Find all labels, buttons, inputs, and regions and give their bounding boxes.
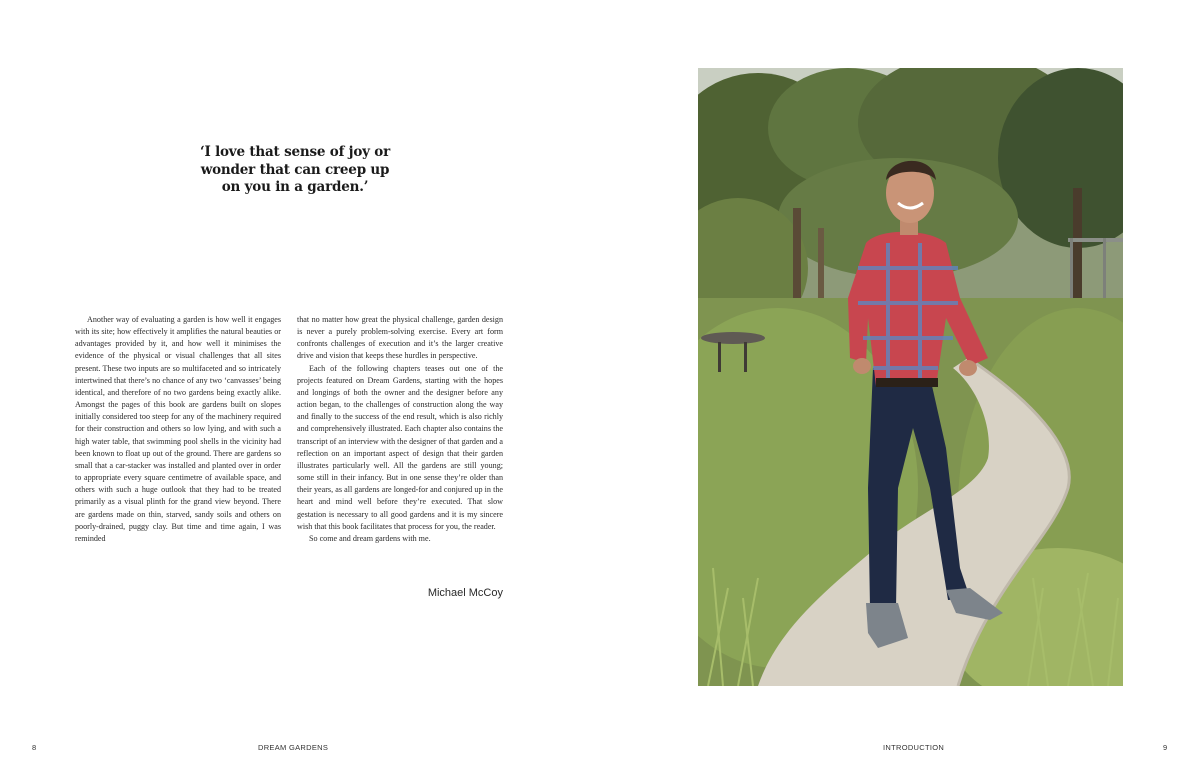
body-column-left (75, 314, 281, 545)
paragraph: Another way of evaluating a garden is how well it engages with its site; how effectively it amplifies the natural beauties or advantages provided by it, and how well it minimises the evidence of the physical or visual challenges that all sites present. These two inputs are so multifaceted and so intricately intertwined that there’s no chance of any two ‘canvasses’ being identical, and therefore of no two gardens being exactly alike. Amongst the pages of this book are gardens built on slopes initially considered too steep for any of the machinery required for their construction and others so low lying, and with such a high water table, that swimming pool shells in the vicinity had been known to float up out of the ground. There are gardens so small that a car-stacker was installed and planted over in order to appropriate every square centimetre of available space, and others with such a huge outlook that they had to be treated primarily as a visual plinth for the grand view beyond. There are gardens made on thin, starved, sandy soils and others on poorly-drained, puggy clay. But time and time again, I was reminded (75, 315, 281, 543)
footer-section-title: INTRODUCTION (883, 743, 945, 752)
author-signature: Michael McCoy (427, 587, 503, 599)
paragraph: that no matter how great the physical challenge, garden design is never a purely problem-solving exercise. Every art form confronts challenges of execution and it’s the larger creative drive and vision that keeps these hurdles in perspective. (297, 315, 503, 361)
paragraph: Each of the following chapters teases out one of the projects featured on Dream Gardens, starting with the hopes and longings of both the owner and the designer before any action began, to the challenges of construction along the way and finally to the success of the end result, which is also richly and comprehensively illustrated. Each chapter also contains the transcript of an interview with the designer of that garden and a reflection on an important aspect of design that their garden illustrates particularly well. All the gardens are still young; some still in their infancy. But in one sense they’re older than their years, as all gardens are longed-for and conjured up in the heart and mind well before they’re executed. That slow gestation is necessary to all good gardens and it is my sincere wish that this book facilitates that process for you, the reader. (297, 363, 503, 531)
author-portrait-photo (698, 68, 1123, 686)
footer-page-number-left: 8 (32, 743, 37, 752)
pull-quote: ‘I love that sense of joy or wonder that can creep up on you in a garden.’ (199, 144, 391, 195)
body-column-right (297, 314, 503, 545)
paragraph: So come and dream gardens with me. (309, 533, 431, 543)
footer-book-title: DREAM GARDENS (258, 743, 329, 752)
footer-page-number-right: 9 (1163, 743, 1168, 752)
